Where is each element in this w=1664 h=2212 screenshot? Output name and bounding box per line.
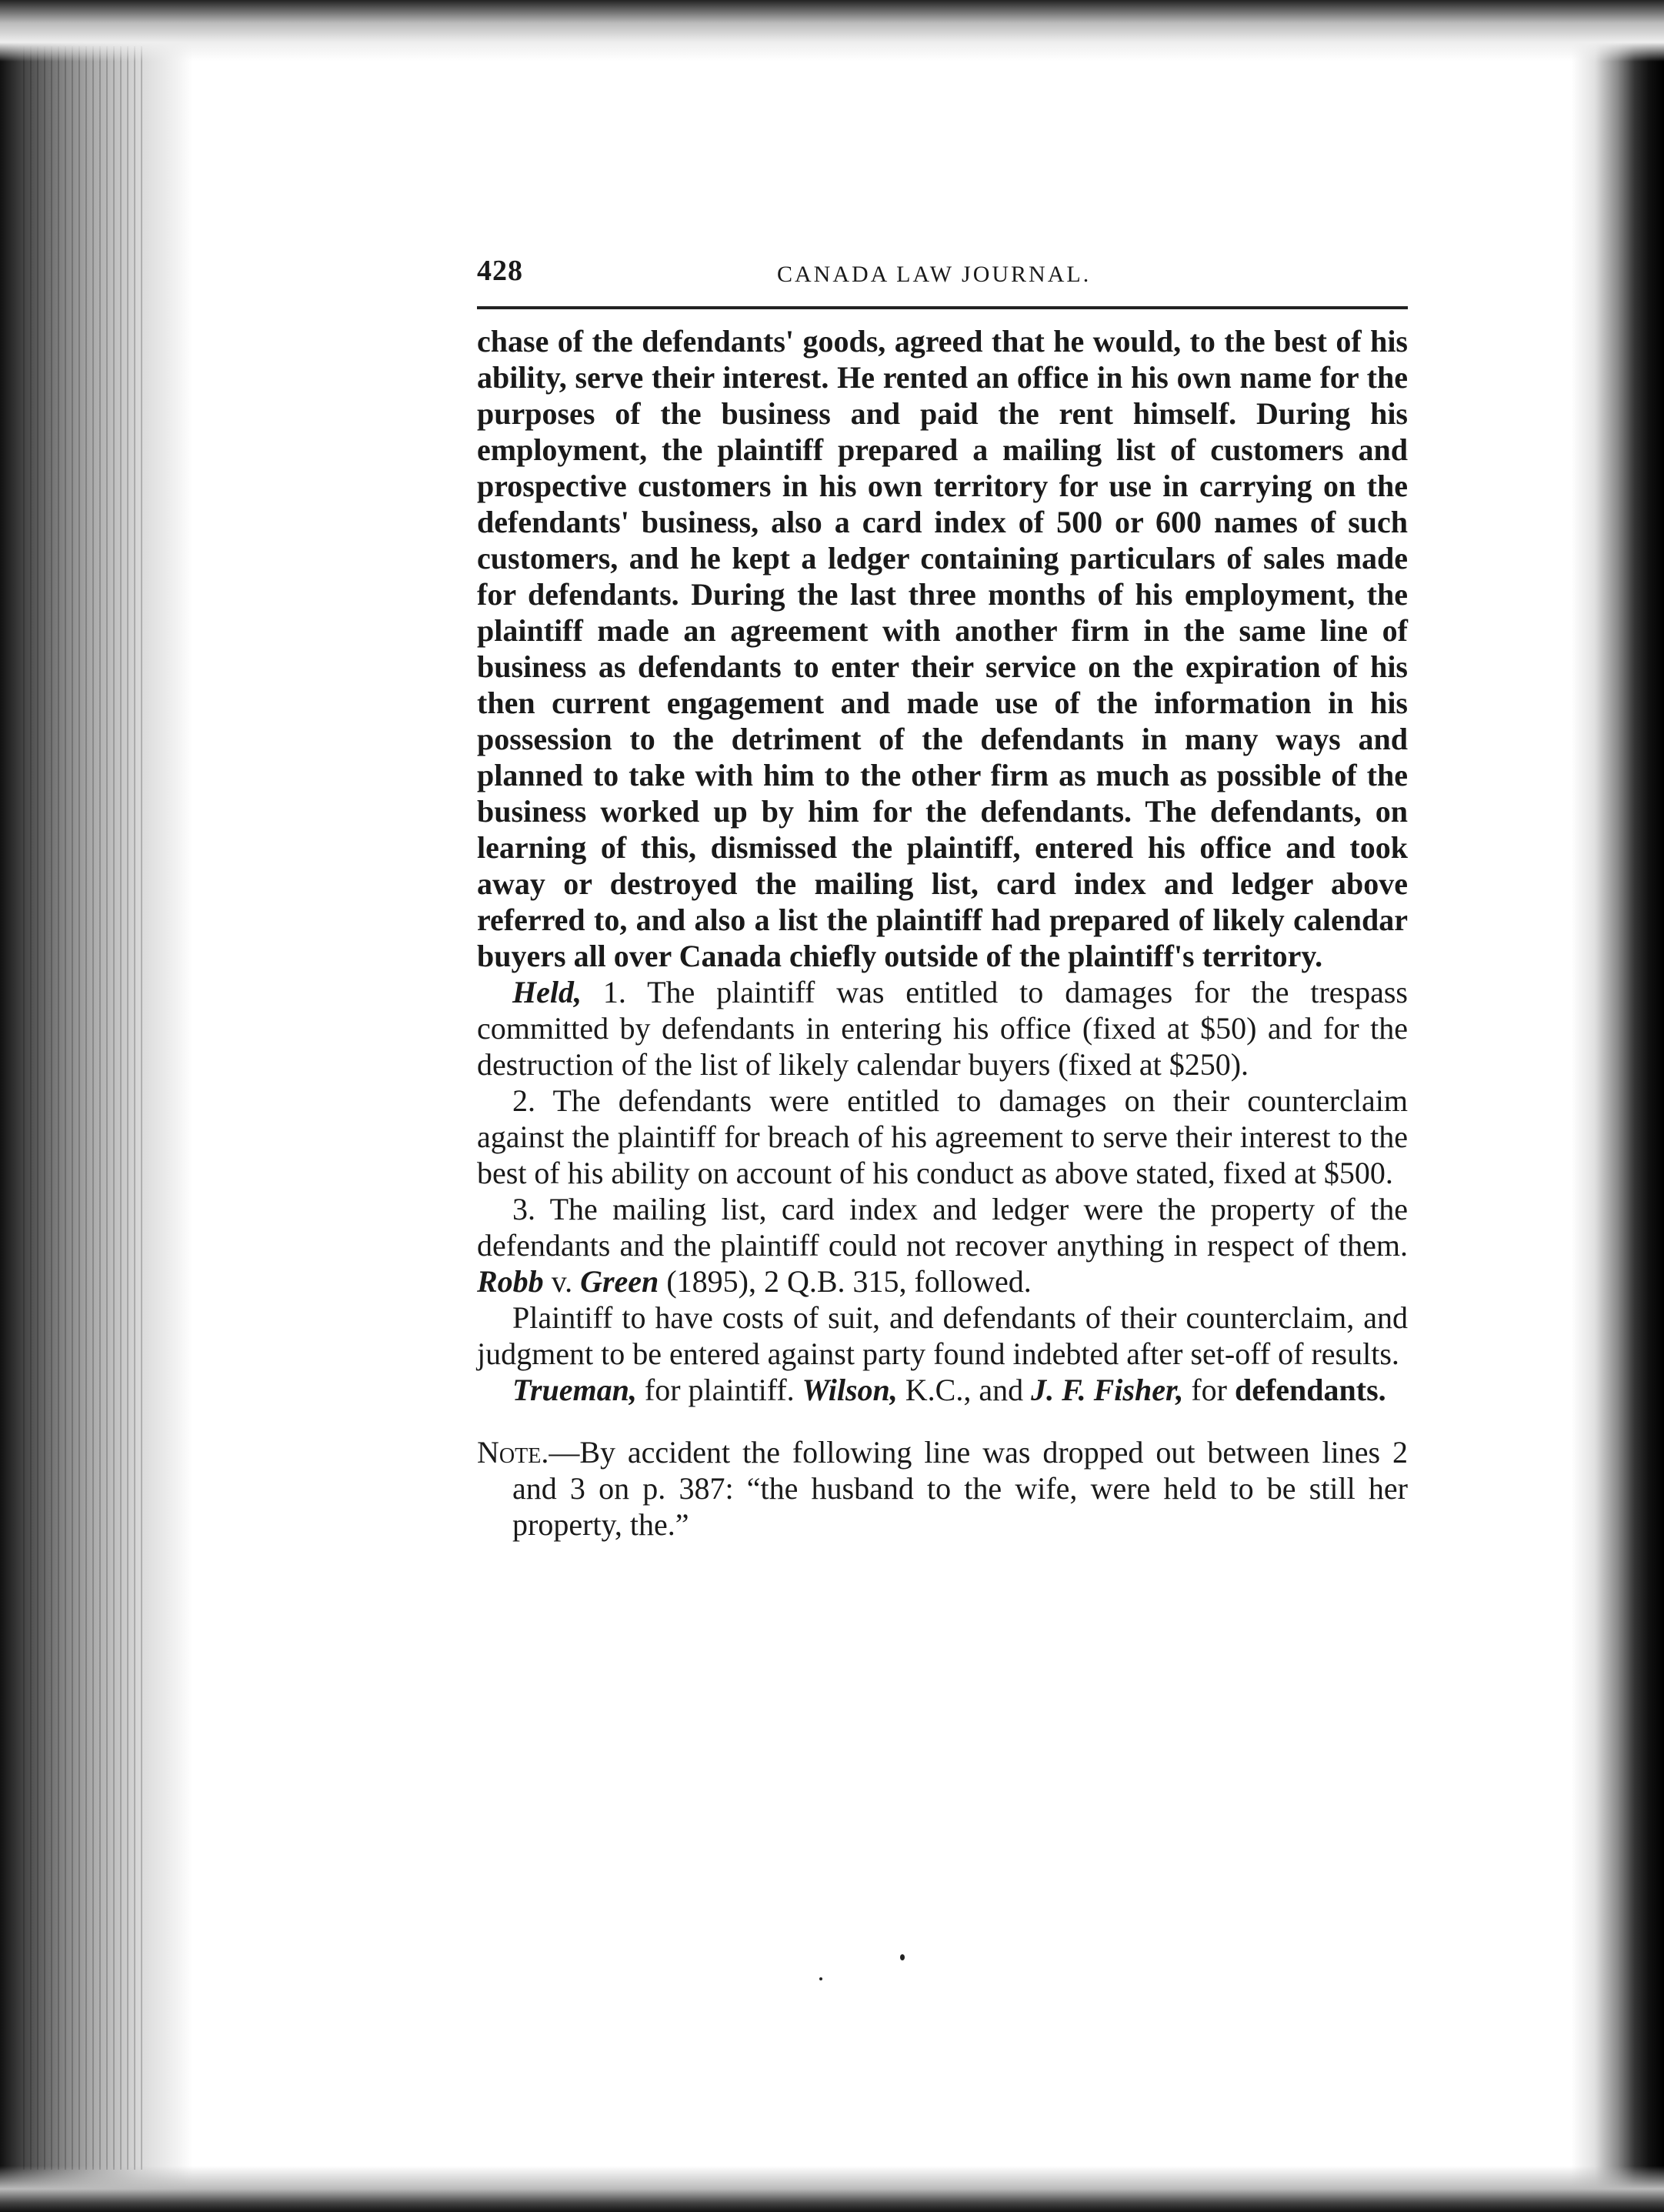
scan-binding-texture bbox=[23, 46, 146, 2170]
header-rule bbox=[477, 306, 1408, 309]
paragraph-costs: Plaintiff to have costs of suit, and defendants of their counterclaim, and judgment to be entered against party found indebted after set-off of results. bbox=[477, 1300, 1408, 1371]
editorial-note bbox=[477, 1434, 1408, 1543]
counsel-wilson: Wilson, bbox=[802, 1373, 898, 1407]
case-citation: (1895), 2 Q.B. 315, followed. bbox=[659, 1264, 1032, 1299]
counsel-text-3: for bbox=[1183, 1373, 1235, 1407]
counsel-trueman: Trueman, bbox=[512, 1373, 637, 1407]
document-page bbox=[477, 254, 1408, 1573]
counsel-fisher: J. F. Fisher, bbox=[1031, 1373, 1184, 1407]
paragraph-counsel bbox=[477, 1372, 1408, 1408]
held-1-text: 1. The plaintiff was entitled to damages for the trespass committed by defendants in entering his office (fixed at $50) and for the destruction of the list of likely calendar buyers (fixed at $250). bbox=[477, 975, 1408, 1082]
case-name-green: Green bbox=[580, 1264, 659, 1299]
paragraph-held-3 bbox=[477, 1191, 1408, 1300]
journal-title: CANADA LAW JOURNAL. bbox=[777, 262, 1092, 287]
scan-speck bbox=[819, 1977, 822, 1980]
running-head bbox=[477, 254, 1408, 300]
case-versus: v. bbox=[543, 1264, 581, 1299]
scan-bottom-edge bbox=[0, 2166, 1664, 2212]
scan-top-edge bbox=[0, 0, 1664, 62]
article-body bbox=[477, 323, 1408, 1408]
case-name-robb: Robb bbox=[477, 1264, 544, 1299]
note-text: —By accident the following line was dropped out between lines 2 and 3 on p. 387: “the husband to the wife, were held to be still her property, the.” bbox=[512, 1435, 1408, 1542]
paragraph-facts: chase of the defendants' goods, agreed that he would, to the best of his ability, serve their interest. He rented an office in his own name for the purposes of the business and paid the rent himself. During his employment, the plaintiff prepared a mailing list of customers and prospective customers in his own territory for use in carrying on the defendants' business, also a card index of 500 or 600 names of such customers, and he kept a ledger containing particulars of sales made for defendants. During the last three months of his employment, the plaintiff made an agreement with another firm in the same line of business as defendants to enter their service on the expiration of his then current engagement and made use of the information in his possession to the detriment of the defendants in many ways and planned to take with him to the other firm as much as possible of the business worked up by him for the defendants. The defendants, on learning of this, dismissed the plaintiff, entered his office and took away or destroyed the mailing list, card index and ledger above referred to, and also a list the plaintiff had prepared of likely calendar buyers all over Canada chiefly outside of the plaintiff's territory. bbox=[477, 324, 1408, 973]
held-3-text: 3. The mailing list, card index and ledger were the property of the defendants and the plaintiff could not recover anything in respect of them. bbox=[477, 1192, 1408, 1263]
scan-right-edge bbox=[1572, 0, 1664, 2212]
counsel-text-1: for plaintiff. bbox=[636, 1373, 802, 1407]
held-label: Held, bbox=[512, 975, 582, 1009]
scan-speck bbox=[900, 1954, 905, 1960]
page-number: 428 bbox=[477, 255, 523, 287]
counsel-text-2: K.C., and bbox=[897, 1373, 1032, 1407]
paragraph-held-1 bbox=[477, 974, 1408, 1083]
note-label: Note. bbox=[477, 1435, 549, 1470]
paragraph-held-2: 2. The defendants were entitled to damages on their counterclaim against the plaintiff for breach of his agreement to serve their interest to the best of his ability on account of his conduct as above stated, fixed at $500. bbox=[477, 1083, 1408, 1190]
counsel-defendants: defendants. bbox=[1234, 1373, 1386, 1407]
